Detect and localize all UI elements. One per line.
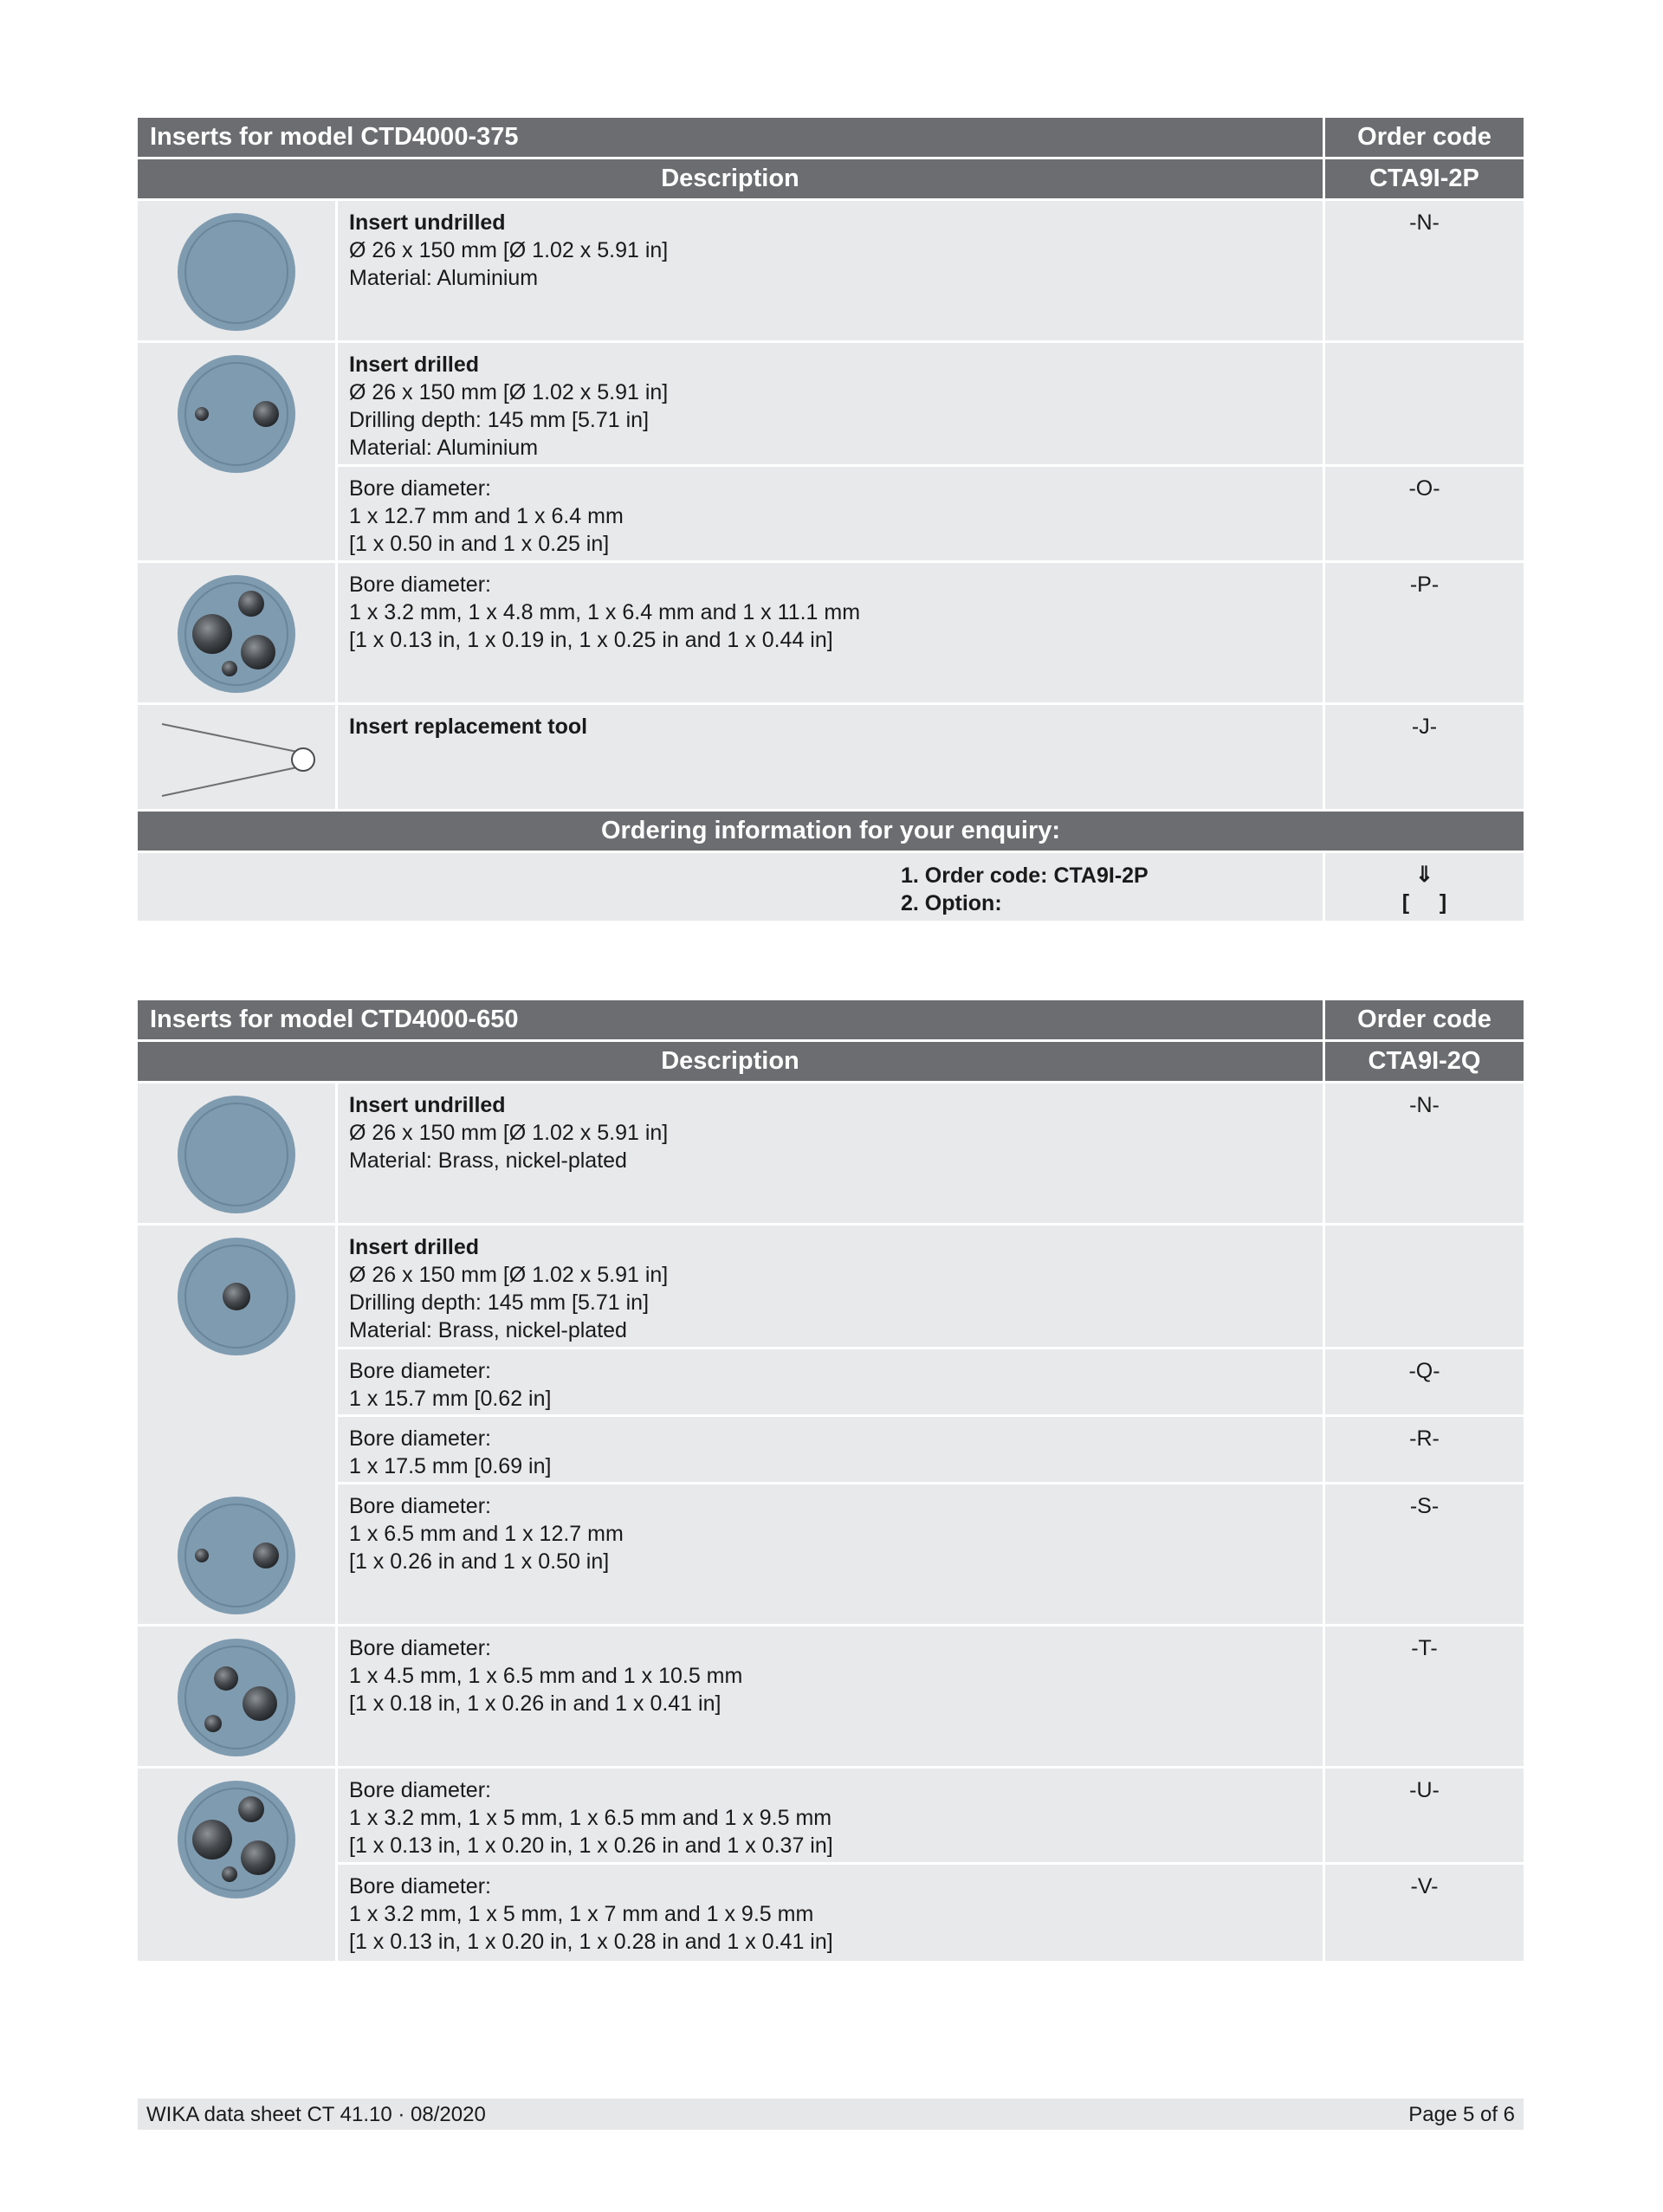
table-row bbox=[138, 1484, 1524, 1624]
undrilled-insert-icon bbox=[176, 211, 297, 333]
row-line: Drilling depth: 145 mm [5.71 in] bbox=[349, 408, 650, 432]
order-code-header: Order code bbox=[1325, 118, 1524, 157]
insert-image-cell bbox=[138, 705, 335, 809]
description-cell bbox=[338, 467, 1323, 560]
order-code-cell: -N- bbox=[1325, 1083, 1524, 1223]
row-line: Bore diameter: bbox=[349, 572, 491, 597]
order-code-value: CTA9I-2Q bbox=[1325, 1042, 1524, 1081]
order-code-cell: -R- bbox=[1325, 1417, 1524, 1482]
replacement-tool-icon bbox=[160, 714, 325, 800]
insert-image-cell bbox=[138, 1627, 335, 1766]
order-code-cell: -Q- bbox=[1325, 1349, 1524, 1414]
table-row bbox=[138, 201, 1524, 340]
row-title: Insert undrilled bbox=[349, 210, 506, 235]
order-code-value: CTA9I-2P bbox=[1325, 159, 1524, 198]
description-cell bbox=[338, 705, 1323, 809]
table-title: Inserts for model CTD4000-375 bbox=[138, 118, 1323, 157]
insert-image-cell bbox=[138, 201, 335, 340]
table-row bbox=[138, 1769, 1524, 1862]
row-title: Insert drilled bbox=[349, 352, 480, 377]
row-line: Ø 26 x 150 mm [Ø 1.02 x 5.91 in] bbox=[349, 380, 669, 404]
order-code-cell: -N- bbox=[1325, 201, 1524, 340]
row-line: Material: Aluminium bbox=[349, 436, 539, 460]
row-title: Insert undrilled bbox=[349, 1093, 506, 1117]
row-line: Bore diameter: bbox=[349, 1778, 491, 1802]
description-cell bbox=[338, 1226, 1323, 1347]
row-line: [1 x 0.50 in and 1 x 0.25 in] bbox=[349, 532, 610, 556]
table-row bbox=[138, 467, 1524, 560]
table-row bbox=[138, 1417, 1524, 1482]
table-row bbox=[138, 1627, 1524, 1766]
row-line: 1 x 3.2 mm, 1 x 4.8 mm, 1 x 6.4 mm and 1 x 11.1 mm bbox=[349, 600, 861, 624]
table-row bbox=[138, 343, 1524, 464]
row-line: Ø 26 x 150 mm [Ø 1.02 x 5.91 in] bbox=[349, 1121, 669, 1145]
row-line: [1 x 0.26 in and 1 x 0.50 in] bbox=[349, 1549, 610, 1574]
row-line: Material: Aluminium bbox=[349, 266, 539, 290]
four-bore-insert-icon bbox=[176, 573, 297, 695]
table-title: Inserts for model CTD4000-650 bbox=[138, 1000, 1323, 1039]
table-row bbox=[138, 1083, 1524, 1223]
ordering-line-order-code: 1. Order code: CTA9I-2P bbox=[901, 863, 1149, 888]
row-line: Material: Brass, nickel-plated bbox=[349, 1148, 627, 1173]
undrilled-insert-icon bbox=[176, 1094, 297, 1215]
order-code-cell: -O- bbox=[1325, 467, 1524, 560]
ordering-info-row bbox=[138, 853, 1524, 921]
description-cell bbox=[338, 1627, 1323, 1766]
row-line: Bore diameter: bbox=[349, 1426, 491, 1451]
page-number: Page 5 of 6 bbox=[1408, 2103, 1515, 2126]
row-line: [1 x 0.13 in, 1 x 0.20 in, 1 x 0.28 in and 1 x 0.41 in] bbox=[349, 1930, 833, 1954]
order-code-cell: -T- bbox=[1325, 1627, 1524, 1766]
row-line: 1 x 4.5 mm, 1 x 6.5 mm and 1 x 10.5 mm bbox=[349, 1664, 743, 1688]
description-cell bbox=[338, 1769, 1323, 1862]
order-code-header: Order code bbox=[1325, 1000, 1524, 1039]
row-line: Bore diameter: bbox=[349, 1359, 491, 1383]
insert-image-cell bbox=[138, 1083, 335, 1223]
order-code-cell bbox=[1325, 343, 1524, 464]
row-line: [1 x 0.18 in, 1 x 0.26 in and 1 x 0.41 in] bbox=[349, 1691, 721, 1716]
description-cell bbox=[338, 1417, 1323, 1482]
table-row bbox=[138, 563, 1524, 702]
order-code-cell: -V- bbox=[1325, 1865, 1524, 1961]
row-line: Bore diameter: bbox=[349, 476, 491, 501]
description-header: Description bbox=[138, 159, 1323, 198]
row-line: 1 x 3.2 mm, 1 x 5 mm, 1 x 7 mm and 1 x 9.5 mm bbox=[349, 1902, 814, 1926]
insert-image-cell bbox=[138, 1484, 335, 1624]
datasheet-reference: WIKA data sheet CT 41.10 · 08/2020 bbox=[146, 2103, 486, 2126]
row-line: Material: Brass, nickel-plated bbox=[349, 1318, 627, 1342]
order-code-cell: -J- bbox=[1325, 705, 1524, 809]
table-row bbox=[138, 1349, 1524, 1414]
ordering-header-row bbox=[138, 812, 1524, 851]
description-header: Description bbox=[138, 1042, 1323, 1081]
description-cell bbox=[338, 563, 1323, 702]
row-line: 1 x 3.2 mm, 1 x 5 mm, 1 x 6.5 mm and 1 x 9.5 mm bbox=[349, 1806, 832, 1830]
description-header-row bbox=[138, 1042, 1524, 1081]
insert-image-cell bbox=[138, 563, 335, 702]
row-title: Insert drilled bbox=[349, 1235, 480, 1259]
down-arrow-icon: ⇓ bbox=[1415, 863, 1433, 887]
option-bracket: [ ] bbox=[1401, 890, 1447, 915]
order-code-cell: -P- bbox=[1325, 563, 1524, 702]
row-line: Bore diameter: bbox=[349, 1494, 491, 1518]
three-bore-insert-icon bbox=[176, 1637, 297, 1758]
page-footer bbox=[138, 2099, 1524, 2130]
table-title-row bbox=[138, 1000, 1524, 1039]
table-row bbox=[138, 1226, 1524, 1347]
ordering-line-option: 2. Option: bbox=[901, 891, 1002, 915]
description-cell bbox=[338, 1349, 1323, 1414]
description-cell bbox=[338, 1083, 1323, 1223]
row-line: 1 x 6.5 mm and 1 x 12.7 mm bbox=[349, 1522, 624, 1546]
row-title: Insert replacement tool bbox=[349, 715, 588, 739]
order-code-cell: -U- bbox=[1325, 1769, 1524, 1862]
row-line: 1 x 12.7 mm and 1 x 6.4 mm bbox=[349, 504, 624, 528]
ordering-info-cell bbox=[138, 853, 1323, 921]
table-row bbox=[138, 705, 1524, 809]
order-code-cell: -S- bbox=[1325, 1484, 1524, 1624]
ordering-header: Ordering information for your enquiry: bbox=[138, 812, 1524, 851]
row-line: 1 x 15.7 mm [0.62 in] bbox=[349, 1387, 552, 1411]
row-line: Bore diameter: bbox=[349, 1636, 491, 1660]
row-line: Ø 26 x 150 mm [Ø 1.02 x 5.91 in] bbox=[349, 238, 669, 262]
description-cell bbox=[338, 343, 1323, 464]
description-cell bbox=[338, 1484, 1323, 1624]
description-cell bbox=[338, 1865, 1323, 1961]
row-line: Ø 26 x 150 mm [Ø 1.02 x 5.91 in] bbox=[349, 1263, 669, 1287]
row-line: Bore diameter: bbox=[349, 1874, 491, 1898]
row-line: Drilling depth: 145 mm [5.71 in] bbox=[349, 1290, 650, 1315]
description-header-row bbox=[138, 159, 1524, 198]
row-line: [1 x 0.13 in, 1 x 0.20 in, 1 x 0.26 in and 1 x 0.37 in] bbox=[349, 1834, 833, 1858]
row-line: [1 x 0.13 in, 1 x 0.19 in, 1 x 0.25 in and 1 x 0.44 in] bbox=[349, 628, 833, 652]
two-bore-insert-icon bbox=[176, 1495, 297, 1616]
description-cell bbox=[338, 201, 1323, 340]
ordering-code-cell bbox=[1325, 853, 1524, 921]
row-line: 1 x 17.5 mm [0.69 in] bbox=[349, 1454, 552, 1478]
order-code-cell bbox=[1325, 1226, 1524, 1347]
table-row bbox=[138, 1865, 1524, 1961]
table-title-row bbox=[138, 118, 1524, 157]
